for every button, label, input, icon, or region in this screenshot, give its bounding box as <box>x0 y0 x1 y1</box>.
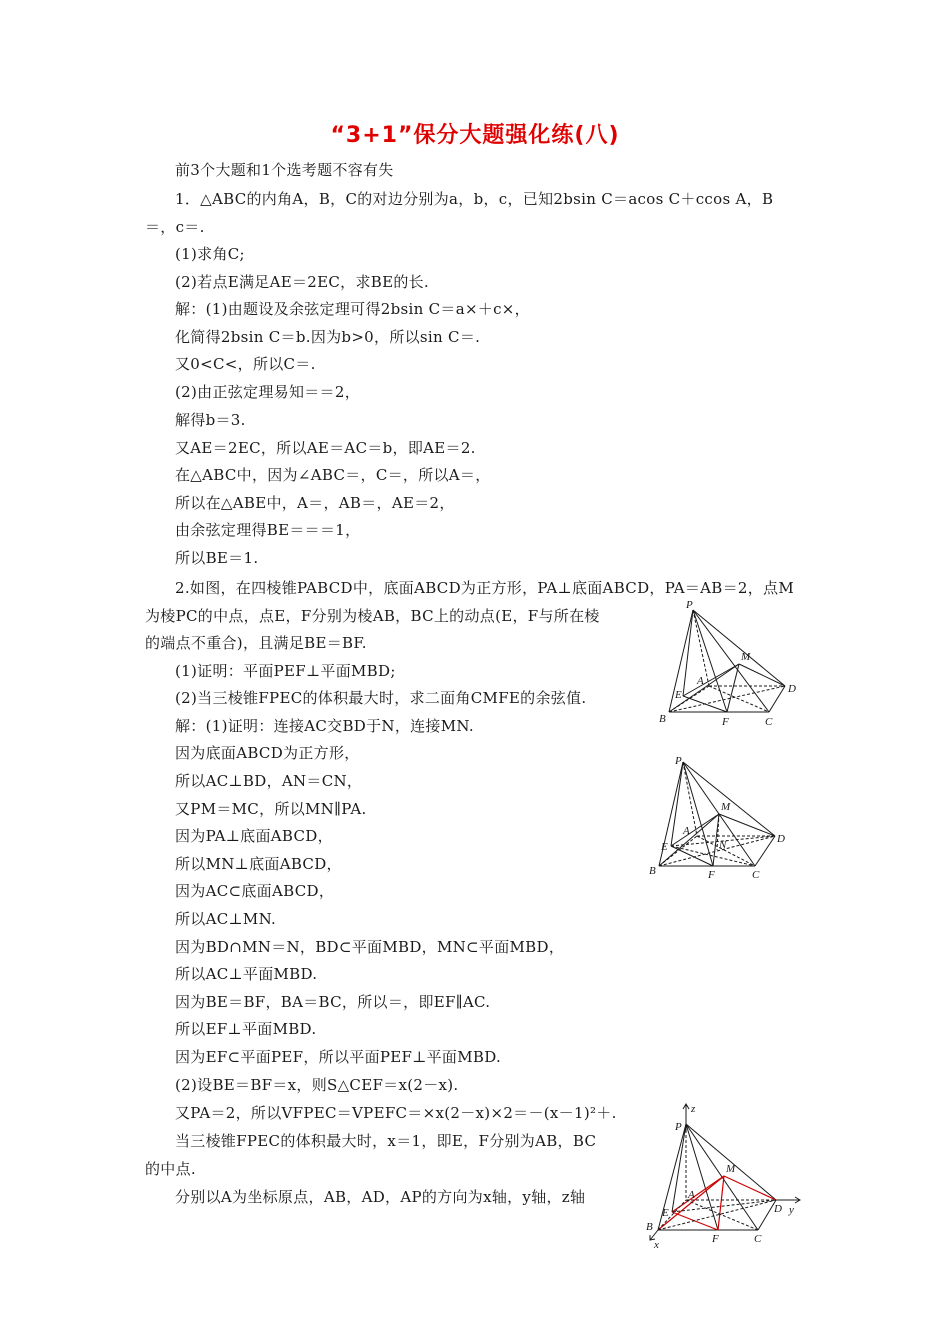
text-line: 因为PA⊥底面ABCD， <box>175 827 333 845</box>
text-line: 又PM＝MC，所以MN∥PA. <box>175 800 367 818</box>
problem-2-statement-cont: 为棱PC的中点，点E，F分别为棱AB，BC上的动点(E，F与所在棱 <box>145 607 600 625</box>
text-line: 由余弦定理得BE＝＝＝1， <box>175 521 361 539</box>
label-P: P <box>686 599 693 611</box>
text-line: 又0<C<，所以C＝. <box>175 355 316 373</box>
label-E: E <box>662 1207 669 1219</box>
problem-2-statement: 2.如图，在四棱锥PABCD中，底面ABCD为正方形，PA⊥底面ABCD，PA＝AB＝2，点M <box>175 579 795 597</box>
text-line: 因为BD∩MN＝N，BD⊂平面MBD，MN⊂平面MBD， <box>175 938 565 956</box>
label-P: P <box>675 755 682 767</box>
label-C: C <box>752 869 760 881</box>
text-line: (1)求角C; <box>175 245 245 263</box>
problem-2-statement-cont: 的端点不重合)，且满足BE＝BF. <box>145 634 367 652</box>
label-B: B <box>649 865 656 877</box>
label-P: P <box>675 1121 682 1133</box>
label-z: z <box>691 1103 696 1115</box>
problem-1-statement-cont: ＝，c＝. <box>145 218 205 236</box>
text-line: 因为AC⊂底面ABCD， <box>175 882 335 900</box>
label-D: D <box>788 683 796 695</box>
label-D: D <box>774 1203 782 1215</box>
text-line: 又PA＝2，所以VFPEC＝VPEFC＝×x(2－x)×2＝－(x－1)²＋. <box>175 1104 617 1122</box>
pyramid-figure-2 <box>645 752 805 887</box>
text-line: 因为EF⊂平面PEF，所以平面PEF⊥平面MBD. <box>175 1048 502 1066</box>
text-line: (2)当三棱锥FPEC的体积最大时，求二面角CMFE的余弦值. <box>175 689 587 707</box>
text-line: 的中点. <box>145 1160 196 1178</box>
text-line: (2)设BE＝BF＝x，则S△CEF＝x(2－x). <box>175 1076 459 1094</box>
text-line: 化简得2bsin C＝b.因为b>0，所以sin C＝. <box>175 328 481 346</box>
text-line: 又AE＝2EC，所以AE＝AC＝b，即AE＝2. <box>175 439 476 457</box>
label-N: N <box>719 839 727 851</box>
text-line: (2)若点E满足AE＝2EC，求BE的长. <box>175 273 429 291</box>
text-line: 所以BE＝1. <box>175 549 259 567</box>
label-A: A <box>683 825 690 837</box>
label-y: y <box>789 1204 794 1216</box>
text-line: 分别以A为坐标原点，AB，AD，AP的方向为x轴，y轴，z轴 <box>175 1188 586 1206</box>
text-line: 所以在△ABE中，A＝，AB＝，AE＝2， <box>175 494 455 512</box>
pyramid-figure-1 <box>655 598 815 733</box>
label-A: A <box>688 1189 695 1201</box>
label-M: M <box>721 801 731 813</box>
label-C: C <box>754 1233 762 1245</box>
label-M: M <box>741 651 751 663</box>
text-line: 所以MN⊥底面ABCD， <box>175 855 342 873</box>
text-line: (2)由正弦定理易知＝＝2， <box>175 383 360 401</box>
label-F: F <box>708 869 715 881</box>
text-line: 所以AC⊥平面MBD. <box>175 965 318 983</box>
text-line: 所以AC⊥MN. <box>175 910 277 928</box>
text-line: (1)证明：平面PEF⊥平面MBD; <box>175 662 396 680</box>
text-line: 解：(1)由题设及余弦定理可得2bsin C＝a×＋c×， <box>175 300 530 318</box>
label-A: A <box>697 675 704 687</box>
label-C: C <box>765 716 773 728</box>
text-line: 所以EF⊥平面MBD. <box>175 1020 317 1038</box>
text-line: 在△ABC中，因为∠ABC＝，C＝，所以A＝， <box>175 466 491 484</box>
label-F: F <box>722 716 729 728</box>
label-B: B <box>659 713 666 725</box>
text-line: 所以AC⊥BD，AN＝CN， <box>175 772 363 790</box>
text-line: 因为底面ABCD为正方形， <box>175 744 360 762</box>
text-line: 因为BE＝BF，BA＝BC，所以＝，即EF∥AC. <box>175 993 491 1011</box>
section-note: 前3个大题和1个选考题不容有失 <box>175 161 394 179</box>
text-line: 解得b＝3. <box>175 411 246 429</box>
label-D: D <box>777 833 785 845</box>
label-M: M <box>726 1163 736 1175</box>
problem-1-statement: 1．△ABC的内角A，B，C的对边分别为a，b，c，已知2bsin C＝acos C＋ccos A，B <box>175 190 774 208</box>
text-line: 当三棱锥FPEC的体积最大时，x＝1，即E，F分别为AB，BC <box>175 1132 597 1150</box>
label-B: B <box>646 1221 653 1233</box>
text-line: 解：(1)证明：连接AC交BD于N，连接MN. <box>175 717 474 735</box>
page-title: “3+1”保分大题强化练(八) <box>330 123 620 148</box>
pyramid-figure-3-axes <box>640 1102 815 1252</box>
label-E: E <box>661 841 668 853</box>
label-F: F <box>712 1233 719 1245</box>
label-x: x <box>654 1239 659 1251</box>
label-E: E <box>675 689 682 701</box>
